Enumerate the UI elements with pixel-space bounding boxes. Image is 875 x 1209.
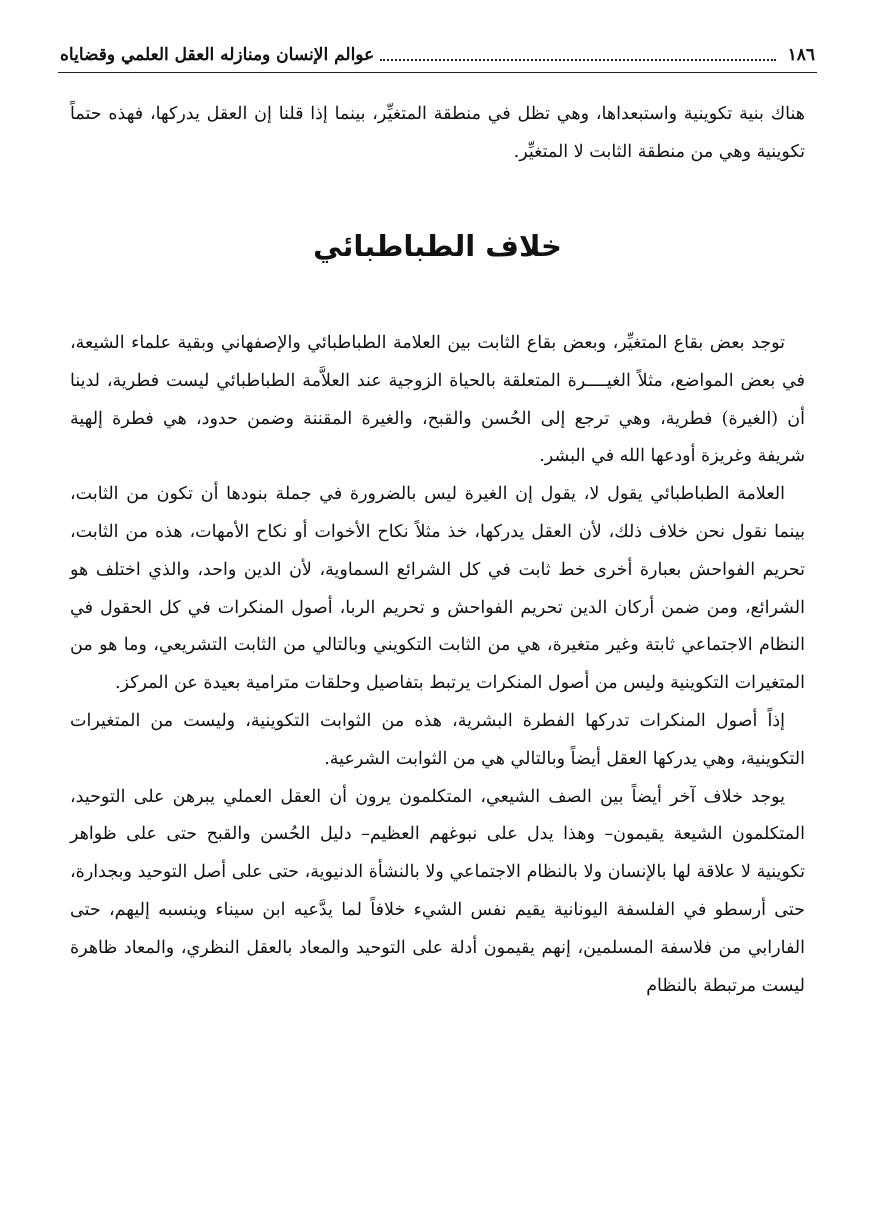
book-title: عوالم الإنسان ومنازله العقل العلمي وقضاياه — [60, 45, 375, 65]
dotted-leader — [380, 58, 775, 61]
page-number: ١٨٦ — [787, 45, 815, 65]
paragraph: يوجد خلاف آخر أيضاً بين الصف الشيعي، المتكلمون يرون أن العقل العملي يبرهن على التوحيد، المتكلمون الشيعة يقيمون– وهذا يدل على نبوغهم العظيم– دليل الحُسن والقبح حتى على ظواهر تكوينية لا علاقة لها بالإنسان ولا بالنظام الاجتماعي ولا بالنشأة الدنيوية، حتى على أصل التوحيد وبجدارة، حتى أرسطو في الفلسفة اليونانية يقيم نفس الشيء خلافاً لما يدَّعيه ابن سيناء وينسبه إليهم، حتى الفارابي من فلاسفة المسلمين، إنهم يقيمون أدلة على التوحيد والمعاد بالعقل النظري، والمعاد ظاهرة ليست مرتبطة بالنظام — [70, 786, 805, 996]
paragraph: العلامة الطباطبائي يقول لا، يقول إن الغيرة ليس بالضرورة في جملة بنودها أن تكون من الثابت، بينما نقول نحن خلاف ذلك، لأن العقل يدركها، خذ مثلاً نكاح الأخوات أو نكاح الأمهات، هذه من الثابت، تحريم الفواحش بعبارة أخرى خط ثابت في كل الشرائع السماوية، لأن الدين واحد، والذي اختلف هو الشرائع، ومن ضمن أركان الدين تحريم الفواحش و تحريم الربا، أصول المنكرات في كل الحقول في النظام الاجتماعي ثابتة وغير متغيرة، هي من الثابت التكويني وبالتالي من الثابت التشريعي، وما هو من المتغيرات التكوينية وليس من أصول المنكرات يرتبط بتفاصيل وحلقات مترامية بعيدة عن المركز. — [70, 484, 805, 694]
section-body — [70, 325, 805, 1005]
intro-text — [70, 96, 805, 172]
header-divider — [58, 72, 817, 73]
section-title: خلاف الطباطبائي — [313, 229, 562, 263]
paragraph: توجد بعض بقاع المتغيِّر، وبعض بقاع الثابت بين العلامة الطباطبائي والإصفهاني وبقية علماء الشيعة، في بعض المواضع، مثلاً الغيــــرة المتعلقة بالحياة الزوجية عند العلاَّمة الطباطبائي ليست فطرية، لدينا أن (الغيرة) فطرية، وهي ترجع إلى الحُسن والقبح، والغيرة المقننة وضمن حدود، هي فطرة إلهية شريفة وغريزة أودعها الله في البشر. — [70, 333, 805, 467]
running-header — [60, 34, 815, 66]
intro-paragraph: هناك بنية تكوينية واستبعداها، وهي تظل في منطقة المتغيِّر، بينما إذا قلنا إن العقل يدركها، فهذه حتماً تكوينية وهي من منطقة الثابت لا المتغيِّر. — [70, 104, 805, 162]
paragraph: إذاً أصول المنكرات تدركها الفطرة البشرية، هذه من الثوابت التكوينية، وليست من المتغيرات التكوينية، وهي يدركها العقل أيضاً وبالتالي هي من الثوابت الشرعية. — [70, 710, 805, 769]
